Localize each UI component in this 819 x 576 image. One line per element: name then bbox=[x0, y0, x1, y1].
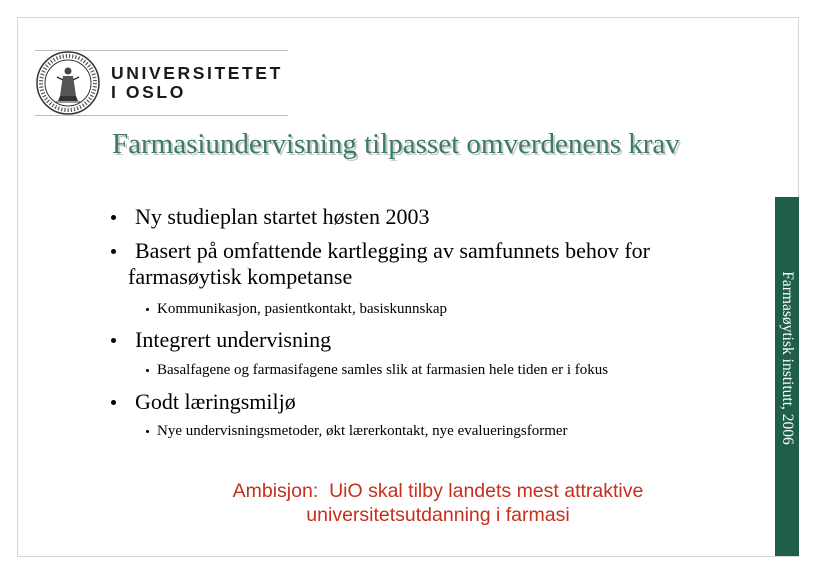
sub-bullet-dot-icon bbox=[146, 430, 149, 433]
logo-wordmark bbox=[111, 64, 283, 102]
sub-bullet-item bbox=[157, 422, 568, 440]
ambition-line-1: Ambisjon: UiO skal tilby landets mest attraktive bbox=[232, 480, 644, 502]
bullet-item bbox=[135, 389, 296, 415]
slide-title: Farmasiundervisning tilpasset omverdenens krav bbox=[112, 128, 680, 160]
sub-bullet-text: Kommunikasjon, pasientkontakt, basiskunnskap bbox=[157, 301, 447, 317]
bullet-dot-icon bbox=[111, 400, 116, 405]
bullet-item bbox=[135, 204, 430, 230]
sub-bullet-text: Basalfagene og farmasifagene samles slik at farmasien hele tiden er i fokus bbox=[157, 362, 609, 378]
university-seal-icon bbox=[35, 50, 101, 116]
bullet-dot-icon bbox=[111, 338, 116, 343]
bullet-item bbox=[128, 238, 651, 290]
sub-bullet-dot-icon bbox=[146, 369, 149, 372]
bullet-text-line-1: Basert på omfattende kartlegging av samfunnets behov for bbox=[135, 238, 651, 263]
bullet-item bbox=[135, 327, 331, 353]
sub-bullet-dot-icon bbox=[146, 308, 149, 311]
ambition-statement bbox=[200, 479, 676, 527]
bullet-text: Integrert undervisning bbox=[135, 327, 332, 352]
bullet-text: Ny studieplan startet høsten 2003 bbox=[135, 204, 430, 229]
logo-line-1: UNIVERSITETET bbox=[111, 63, 283, 83]
logo-line-2: I OSLO bbox=[111, 82, 186, 102]
sub-bullet-item bbox=[157, 300, 447, 318]
ambition-line-2: universitetsutdanning i farmasi bbox=[306, 504, 570, 526]
side-bar-label: Farmasøytisk institutt, 2006 bbox=[779, 271, 796, 445]
sub-bullet-text: Nye undervisningsmetoder, økt lærerkontakt, nye evalueringsformer bbox=[157, 423, 568, 439]
bullet-dot-icon bbox=[111, 249, 116, 254]
university-logo bbox=[35, 51, 288, 115]
bullet-dot-icon bbox=[111, 215, 116, 220]
bullet-text-line-2: farmasøytisk kompetanse bbox=[128, 264, 353, 289]
sub-bullet-item bbox=[157, 361, 608, 379]
bullet-text: Godt læringsmiljø bbox=[135, 389, 296, 414]
